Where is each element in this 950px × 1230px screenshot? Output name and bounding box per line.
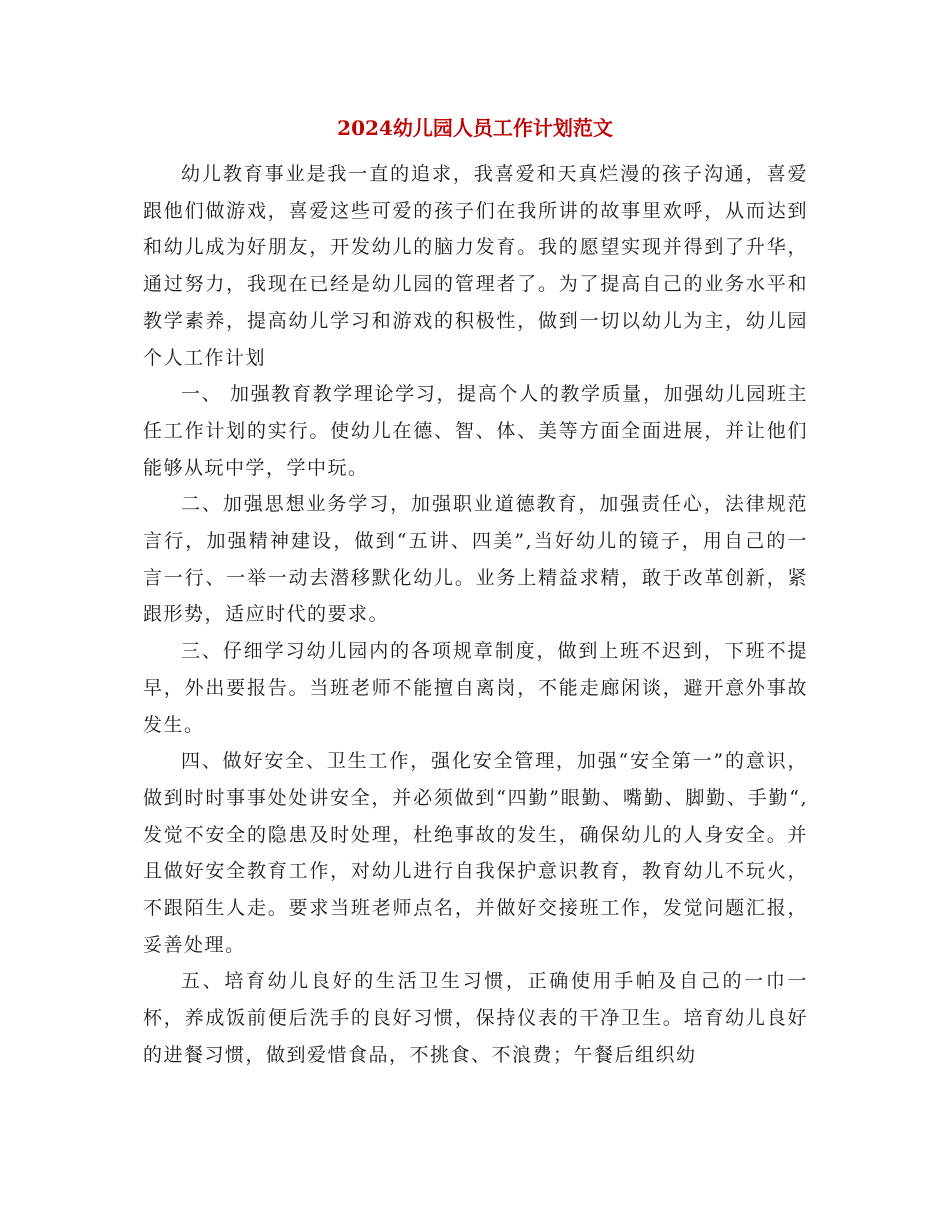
document-title: 2024幼儿园人员工作计划范文 (337, 116, 613, 140)
paragraph-section-4: 四、做好安全、卫生工作，强化安全管理，加强“安全第一”的意识，做到时时事事处处讲安全，并必须做到“四勤”眼勤、嘴勤、脚勤、手勤“,发觉不安全的隐患及时处理，杜绝事故的发生，确保幼儿的人身安全。并且做好安全教育工作，对幼儿进行自我保护意识教育，教育幼儿不玩火，不跟陌生人走。要求当班老师点名，并做好交接班工作，发觉问题汇报，妥善处理。 (143, 750, 808, 956)
paragraph-section-5: 五、培育幼儿良好的生活卫生习惯，正确使用手帕及自己的一巾一杯，养成饭前便后洗手的良好习惯，保持仪表的干净卫生。培育幼儿良好的进餐习惯，做到爱惜食品，不挑食、不浪费；午餐后组织幼 (143, 970, 808, 1066)
paragraph-section-1: 一、 加强教育教学理论学习，提高个人的教学质量，加强幼儿园班主任工作计划的实行。使幼儿在德、智、体、美等方面全面进展，并让他们能够从玩中学，学中玩。 (143, 383, 808, 479)
paragraph-section-3: 三、仔细学习幼儿园内的各项规章制度，做到上班不迟到，下班不提早，外出要报告。当班老师不能擅自离岗，不能走廊闲谈，避开意外事故发生。 (143, 640, 808, 736)
paragraph-intro: 幼儿教育事业是我一直的追求，我喜爱和天真烂漫的孩子沟通，喜爱跟他们做游戏，喜爱这些可爱的孩子们在我所讲的故事里欢呼，从而达到和幼儿成为好朋友，开发幼儿的脑力发育。我的愿望实现并得到了升华，通过努力，我现在已经是幼儿园的管理者了。为了提高自己的业务水平和教学素养，提高幼儿学习和游戏的积极性，做到一切以幼儿为主，幼儿园个人工作计划 (143, 163, 808, 369)
document-body (143, 156, 808, 1074)
paragraph-section-2: 二、加强思想业务学习，加强职业道德教育，加强责任心，法律规范言行，加强精神建设，做到“五讲、四美”,当好幼儿的镜子，用自己的一言一行、一举一动去潜移默化幼儿。业务上精益求精，敢于改革创新，紧跟形势，适应时代的要求。 (143, 493, 808, 626)
